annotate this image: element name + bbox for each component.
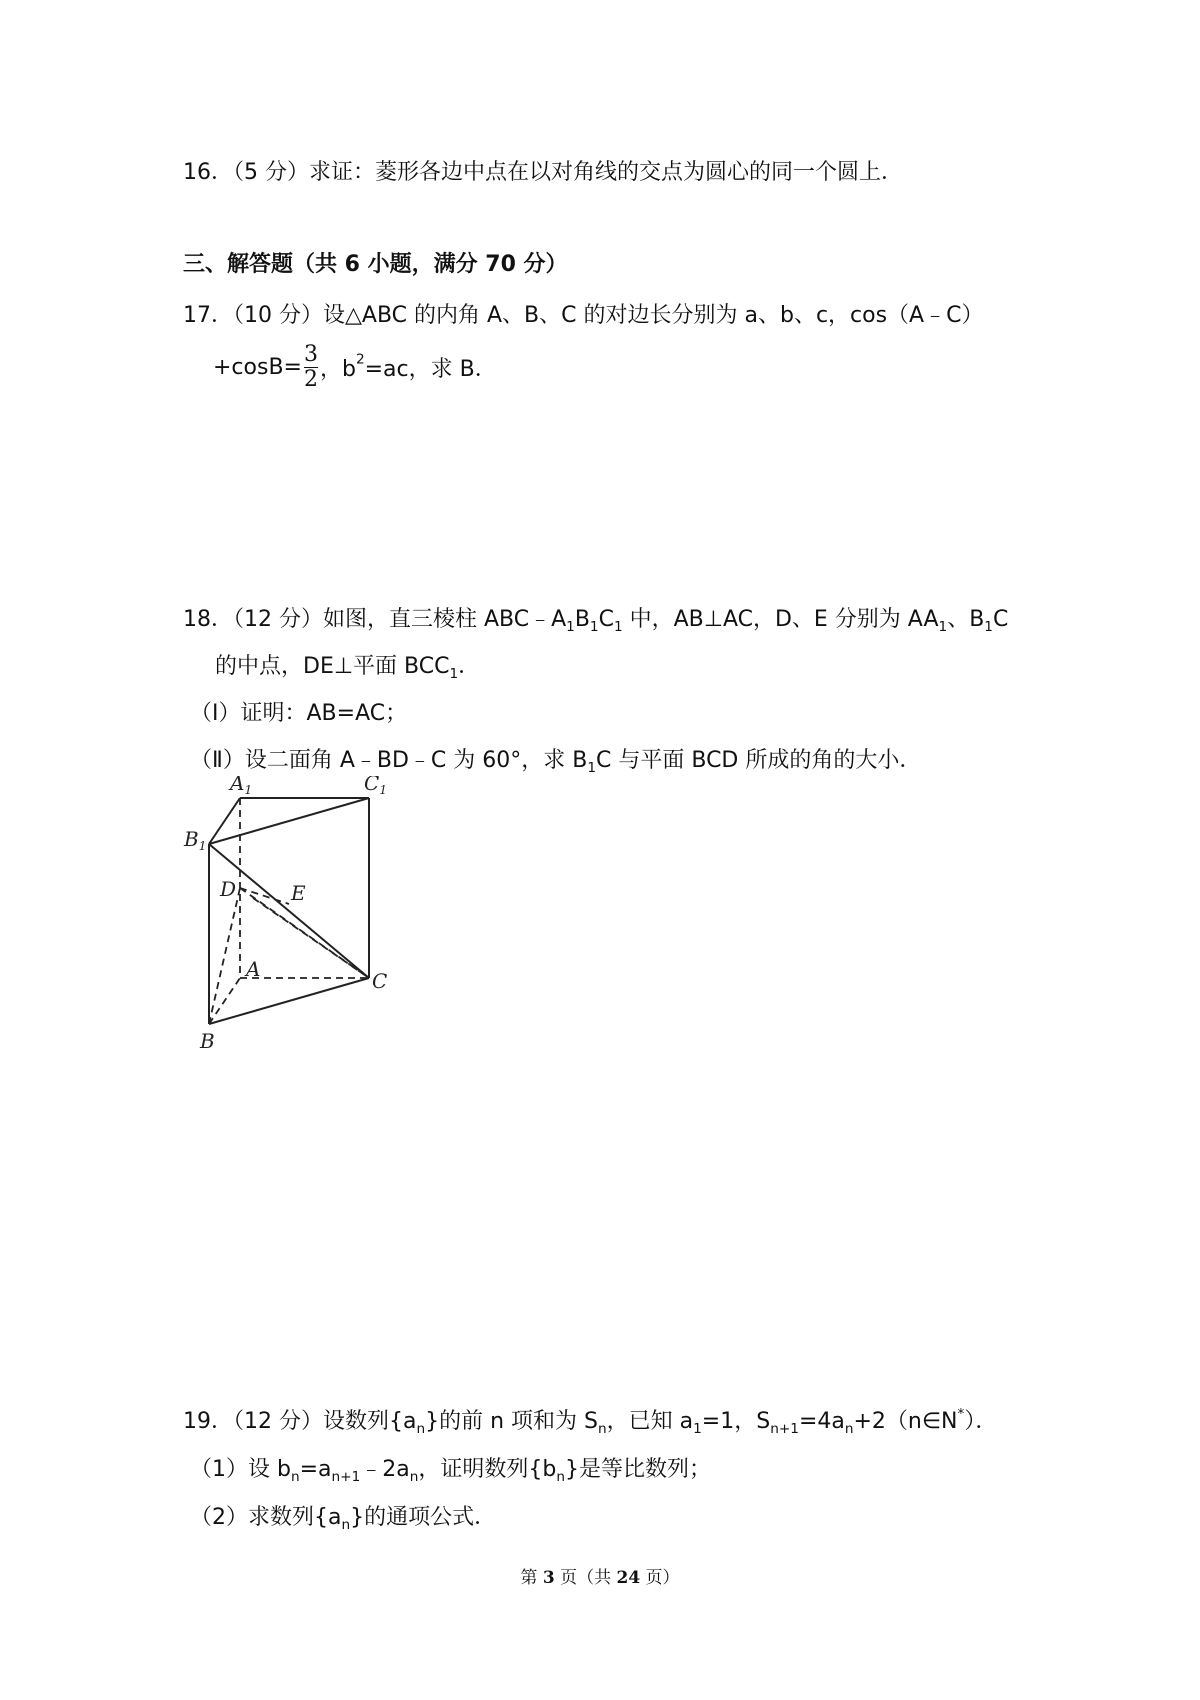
subscript: 1 bbox=[566, 618, 575, 635]
q18-text: ． bbox=[458, 654, 481, 679]
label-b: B bbox=[200, 1029, 215, 1053]
subscript: n bbox=[598, 1420, 607, 1437]
label-a1: $A_1$ bbox=[230, 776, 253, 797]
fraction-numerator: 3 bbox=[303, 342, 318, 367]
subscript: n bbox=[341, 1516, 351, 1533]
prism-edges bbox=[209, 798, 369, 1024]
label-b1: $B_1$ bbox=[184, 827, 207, 853]
total-pages: 24 bbox=[616, 1568, 641, 1588]
q18-text: 的中点，DE⊥平面 BCC bbox=[215, 654, 450, 679]
prism-figure bbox=[178, 776, 418, 1076]
page-footer bbox=[0, 1563, 1200, 1588]
subscript: 1 bbox=[938, 618, 948, 635]
subscript: n bbox=[416, 1420, 426, 1437]
subscript: 1 bbox=[587, 759, 597, 776]
q18-text: B bbox=[574, 607, 590, 632]
superscript: * bbox=[957, 1405, 965, 1422]
question-16 bbox=[183, 162, 903, 184]
q19-text: ）． bbox=[964, 1409, 998, 1434]
footer-text: 页） bbox=[640, 1568, 680, 1588]
edge-b1c1 bbox=[209, 798, 369, 844]
subscript: n+1 bbox=[770, 1420, 799, 1437]
label-c: C bbox=[372, 969, 388, 993]
edge-bc bbox=[209, 978, 369, 1024]
fraction-denominator: 2 bbox=[303, 367, 318, 393]
footer-text: 页（共 bbox=[554, 1568, 617, 1588]
question-18-line-2 bbox=[215, 654, 481, 682]
subscript: n bbox=[844, 1420, 854, 1437]
q18-text: 、B bbox=[947, 607, 985, 632]
section-title: 三、解答题（共 6 小题，满分 70 分） bbox=[183, 252, 568, 277]
q19-text: 19．（12 分）设数列{a bbox=[183, 1409, 417, 1434]
q19-text: }的前 n 项和为 S bbox=[425, 1409, 598, 1434]
vertex-labels bbox=[183, 776, 387, 1053]
q18-text: C bbox=[992, 607, 1009, 632]
segment-b1c bbox=[209, 844, 369, 978]
question-19-line-1 bbox=[183, 1405, 998, 1437]
q18-text: C bbox=[598, 607, 614, 632]
label-e: E bbox=[291, 881, 306, 905]
subscript: n bbox=[409, 1468, 419, 1485]
q19-text: }是等比数列； bbox=[565, 1457, 711, 1482]
q18-text: 中，AB⊥AC，D、E 分别为 AA bbox=[622, 607, 939, 632]
question-18-part-1 bbox=[190, 703, 407, 725]
superscript: 2 bbox=[355, 351, 365, 368]
segment-bd bbox=[209, 888, 240, 1024]
subscript: 1 bbox=[613, 618, 623, 635]
q19-text: +2（n∈N bbox=[853, 1409, 958, 1434]
subscript: n bbox=[556, 1468, 565, 1485]
q19-text: =4a bbox=[798, 1409, 845, 1434]
subscript: 1 bbox=[589, 618, 599, 635]
question-18-part-2 bbox=[190, 748, 922, 776]
q18-text: 18．（12 分）如图，直三棱柱 ABC﹣A bbox=[183, 607, 567, 632]
question-17-line-2 bbox=[213, 343, 497, 392]
subscript: n bbox=[290, 1468, 300, 1485]
q19-text: ﹣2a bbox=[360, 1457, 410, 1482]
q19-text: }的通项公式． bbox=[350, 1505, 497, 1530]
subscript: 1 bbox=[693, 1420, 702, 1437]
label-a: A bbox=[246, 957, 261, 981]
footer-text: 第 bbox=[520, 1568, 543, 1588]
question-16-text: 16．（5 分）求证：菱形各边中点在以对角线的交点为圆心的同一个圆上． bbox=[183, 160, 903, 185]
q19-text: =a bbox=[299, 1457, 332, 1482]
q18-part-1-text: （Ⅰ）证明：AB=AC； bbox=[190, 701, 408, 726]
q17-suffix: =ac，求 B． bbox=[364, 357, 497, 383]
question-18-line-1 bbox=[183, 607, 1009, 635]
q18-text: C 与平面 BCD 所成的角的大小． bbox=[596, 748, 922, 773]
subscript: 1 bbox=[984, 618, 993, 635]
q17-prefix: +cosB= bbox=[213, 355, 302, 381]
subscript: 1 bbox=[449, 665, 459, 682]
q19-text: （1）设 b bbox=[190, 1457, 291, 1482]
question-19-part-1 bbox=[190, 1457, 711, 1485]
q19-text: ，已知 a bbox=[606, 1409, 694, 1434]
q19-text: ，证明数列{b bbox=[418, 1457, 557, 1482]
question-19-part-2 bbox=[190, 1505, 497, 1533]
label-c1: $C_1$ bbox=[364, 776, 387, 797]
label-d: D bbox=[220, 877, 237, 901]
q18-text: （Ⅱ）设二面角 A﹣BD﹣C 为 60°，求 B bbox=[190, 748, 588, 773]
subscript: n+1 bbox=[331, 1468, 361, 1485]
fraction-three-halves bbox=[304, 343, 318, 392]
section-heading bbox=[183, 254, 568, 276]
question-17-line-1 bbox=[183, 305, 983, 327]
q19-text: =1，S bbox=[701, 1409, 771, 1434]
page-number: 3 bbox=[542, 1568, 555, 1588]
q17-mid: ，b bbox=[319, 357, 356, 383]
question-17-text: 17．（10 分）设△ABC 的内角 A、B、C 的对边长分别为 a、b、c，cos（A﹣C） bbox=[183, 303, 984, 328]
q19-text: （2）求数列{a bbox=[190, 1505, 342, 1530]
